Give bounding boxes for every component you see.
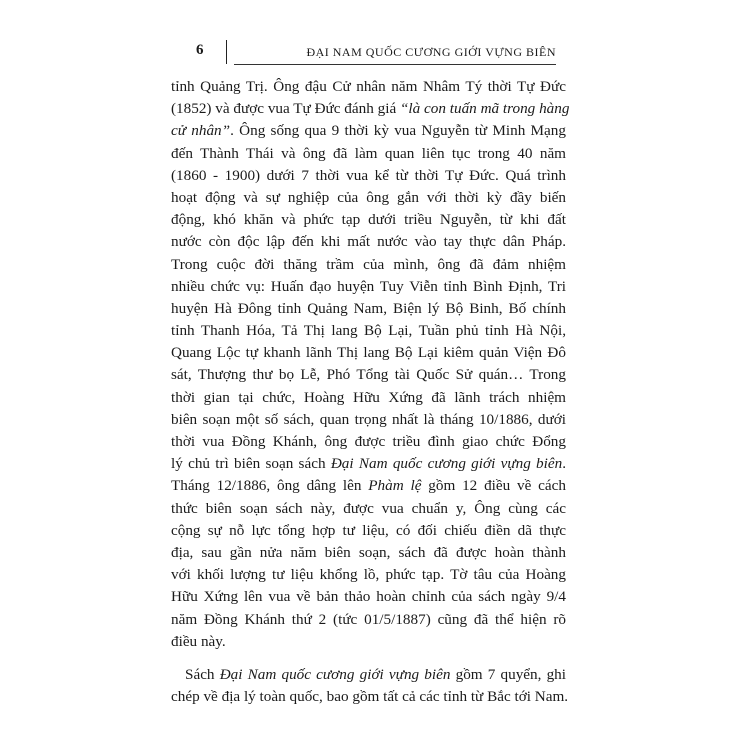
text-line <box>171 542 566 564</box>
text-line <box>171 564 566 586</box>
text-run: Sách <box>185 665 220 683</box>
text-line <box>171 276 566 298</box>
text-run: nhiều chức vụ: Huấn đạo huyện Tuy Viễn tỉnh Bình Định, Tri <box>171 277 566 295</box>
text-line <box>171 231 566 253</box>
italic-text: cử nhân” <box>171 122 231 140</box>
text-line <box>171 686 569 708</box>
text-run: Quang Lộc tự khanh lãnh Thị lang Bộ Lại kiêm quản Viện Đô <box>171 344 566 362</box>
text-run: năm Đồng Khánh thứ 2 (tức 01/5/1887) cũng đã thể hiện rõ <box>171 610 566 628</box>
text-run: huyện Hà Đông tỉnh Quảng Nam, Biện lý Bộ Binh, Bố chính <box>171 299 566 317</box>
page-header <box>196 40 556 66</box>
text-run: biên soạn một số sách, quan trọng nhất là tháng 10/1886, dưới <box>171 410 566 428</box>
text-run: Hữu Xứng lên vua về bản thảo hoàn chỉnh của sách ngày 9/4 <box>171 588 566 606</box>
header-separator <box>226 40 227 64</box>
body-text <box>171 76 570 708</box>
text-run: thức biên soạn sách này, được vua chuẩn y, Ông cùng các <box>171 499 566 517</box>
paragraph-1 <box>171 76 570 653</box>
text-line <box>171 76 566 98</box>
text-line <box>171 431 566 453</box>
text-run: động, khó khăn và phức tạp dưới triều Nguyễn, từ khi đất <box>171 211 566 229</box>
text-run: Trong cuộc đời thăng trầm của mình, ông đã đảm nhiệm <box>171 255 566 273</box>
text-line <box>171 187 566 209</box>
text-run: thời vua Đồng Khánh, ông được triều đình giao chức Đổng <box>171 433 566 450</box>
text-line <box>171 165 566 187</box>
text-line <box>171 143 566 165</box>
text-run: . <box>562 455 567 473</box>
text-run: tỉnh Quảng Trị. Ông đậu Cử nhân năm Nhâm Tý thời Tự Đức <box>171 78 566 95</box>
text-run: gồm 12 điều về cách <box>421 477 566 495</box>
text-run: thời gian tại chức, Hoàng Hữu Xứng đã lãnh trách nhiệm <box>171 388 566 406</box>
text-run: chép về địa lý toàn quốc, bao gồm tất cả các tỉnh từ Bắc tới Nam. <box>171 688 569 706</box>
text-line <box>171 609 566 631</box>
text-run: tỉnh Thanh Hóa, Tả Thị lang Bộ Lại, Tuần phủ tỉnh Hà Nội, <box>171 322 566 340</box>
text-line <box>171 453 566 475</box>
text-run: đến Thành Thái và ông đã làm quan liên tục trong 40 năm <box>171 144 566 162</box>
text-line <box>171 320 566 342</box>
text-run: lý chủ trì biên soạn sách <box>171 455 331 473</box>
text-line <box>171 98 570 120</box>
text-run: Tháng 12/1886, ông dâng lên <box>171 477 369 495</box>
text-run: cộng sự nỗ lực tổng hợp tư liệu, có đối chiếu điền dã thực <box>171 521 566 539</box>
text-line <box>171 342 566 364</box>
italic-text: “là con tuấn mã trong hàng <box>399 100 570 118</box>
text-line <box>171 120 566 142</box>
text-line <box>171 586 566 608</box>
italic-text: Phàm lệ <box>368 477 422 495</box>
text-run: địa, sau gần nửa năm biên soạn, sách đã được hoàn thành <box>171 543 566 561</box>
text-run: gồm 7 quyển, ghi <box>450 665 566 683</box>
page-number: 6 <box>196 42 204 58</box>
text-line <box>171 387 566 409</box>
italic-text: Đại Nam quốc cương giới vựng biên <box>330 455 563 473</box>
running-title: ĐẠI NAM QUỐC CƯƠNG GIỚI VỰNG BIÊN <box>306 45 556 59</box>
header-rule <box>234 64 556 65</box>
text-run: điều này. <box>171 632 226 650</box>
text-line <box>171 254 566 276</box>
text-run: (1852) và được vua Tự Đức đánh giá <box>171 100 400 118</box>
paragraph-gap <box>171 653 566 664</box>
text-line <box>171 364 566 386</box>
text-run: . Ông sống qua 9 thời kỳ vua Nguyễn từ Minh Mạng <box>230 122 566 140</box>
text-line <box>171 664 566 686</box>
text-run: với khối lượng tư liệu khổng lồ, phức tạp. Tờ tâu của Hoàng <box>171 566 566 584</box>
paragraph-2 <box>171 664 569 708</box>
text-line <box>171 409 566 431</box>
text-run: sát, Thượng thư bọ Lễ, Phó Tổng tài Quốc Sử quán… Trong <box>171 366 566 384</box>
text-run: (1860 - 1900) dưới 7 thời vua kể từ thời Tự Đức. Quá trình <box>171 166 566 184</box>
text-line <box>171 475 566 497</box>
text-run: hoạt động và sự nghiệp của ông gắn với thời kỳ đầy biến <box>171 188 566 206</box>
text-line <box>171 209 566 231</box>
text-line <box>171 498 566 520</box>
text-line <box>171 298 566 320</box>
text-line <box>171 631 566 653</box>
italic-text: Đại Nam quốc cương giới vựng biên <box>219 665 451 683</box>
text-line <box>171 520 566 542</box>
text-run: nước còn độc lập đến khi mất nước vào tay thực dân Pháp. <box>171 233 566 251</box>
